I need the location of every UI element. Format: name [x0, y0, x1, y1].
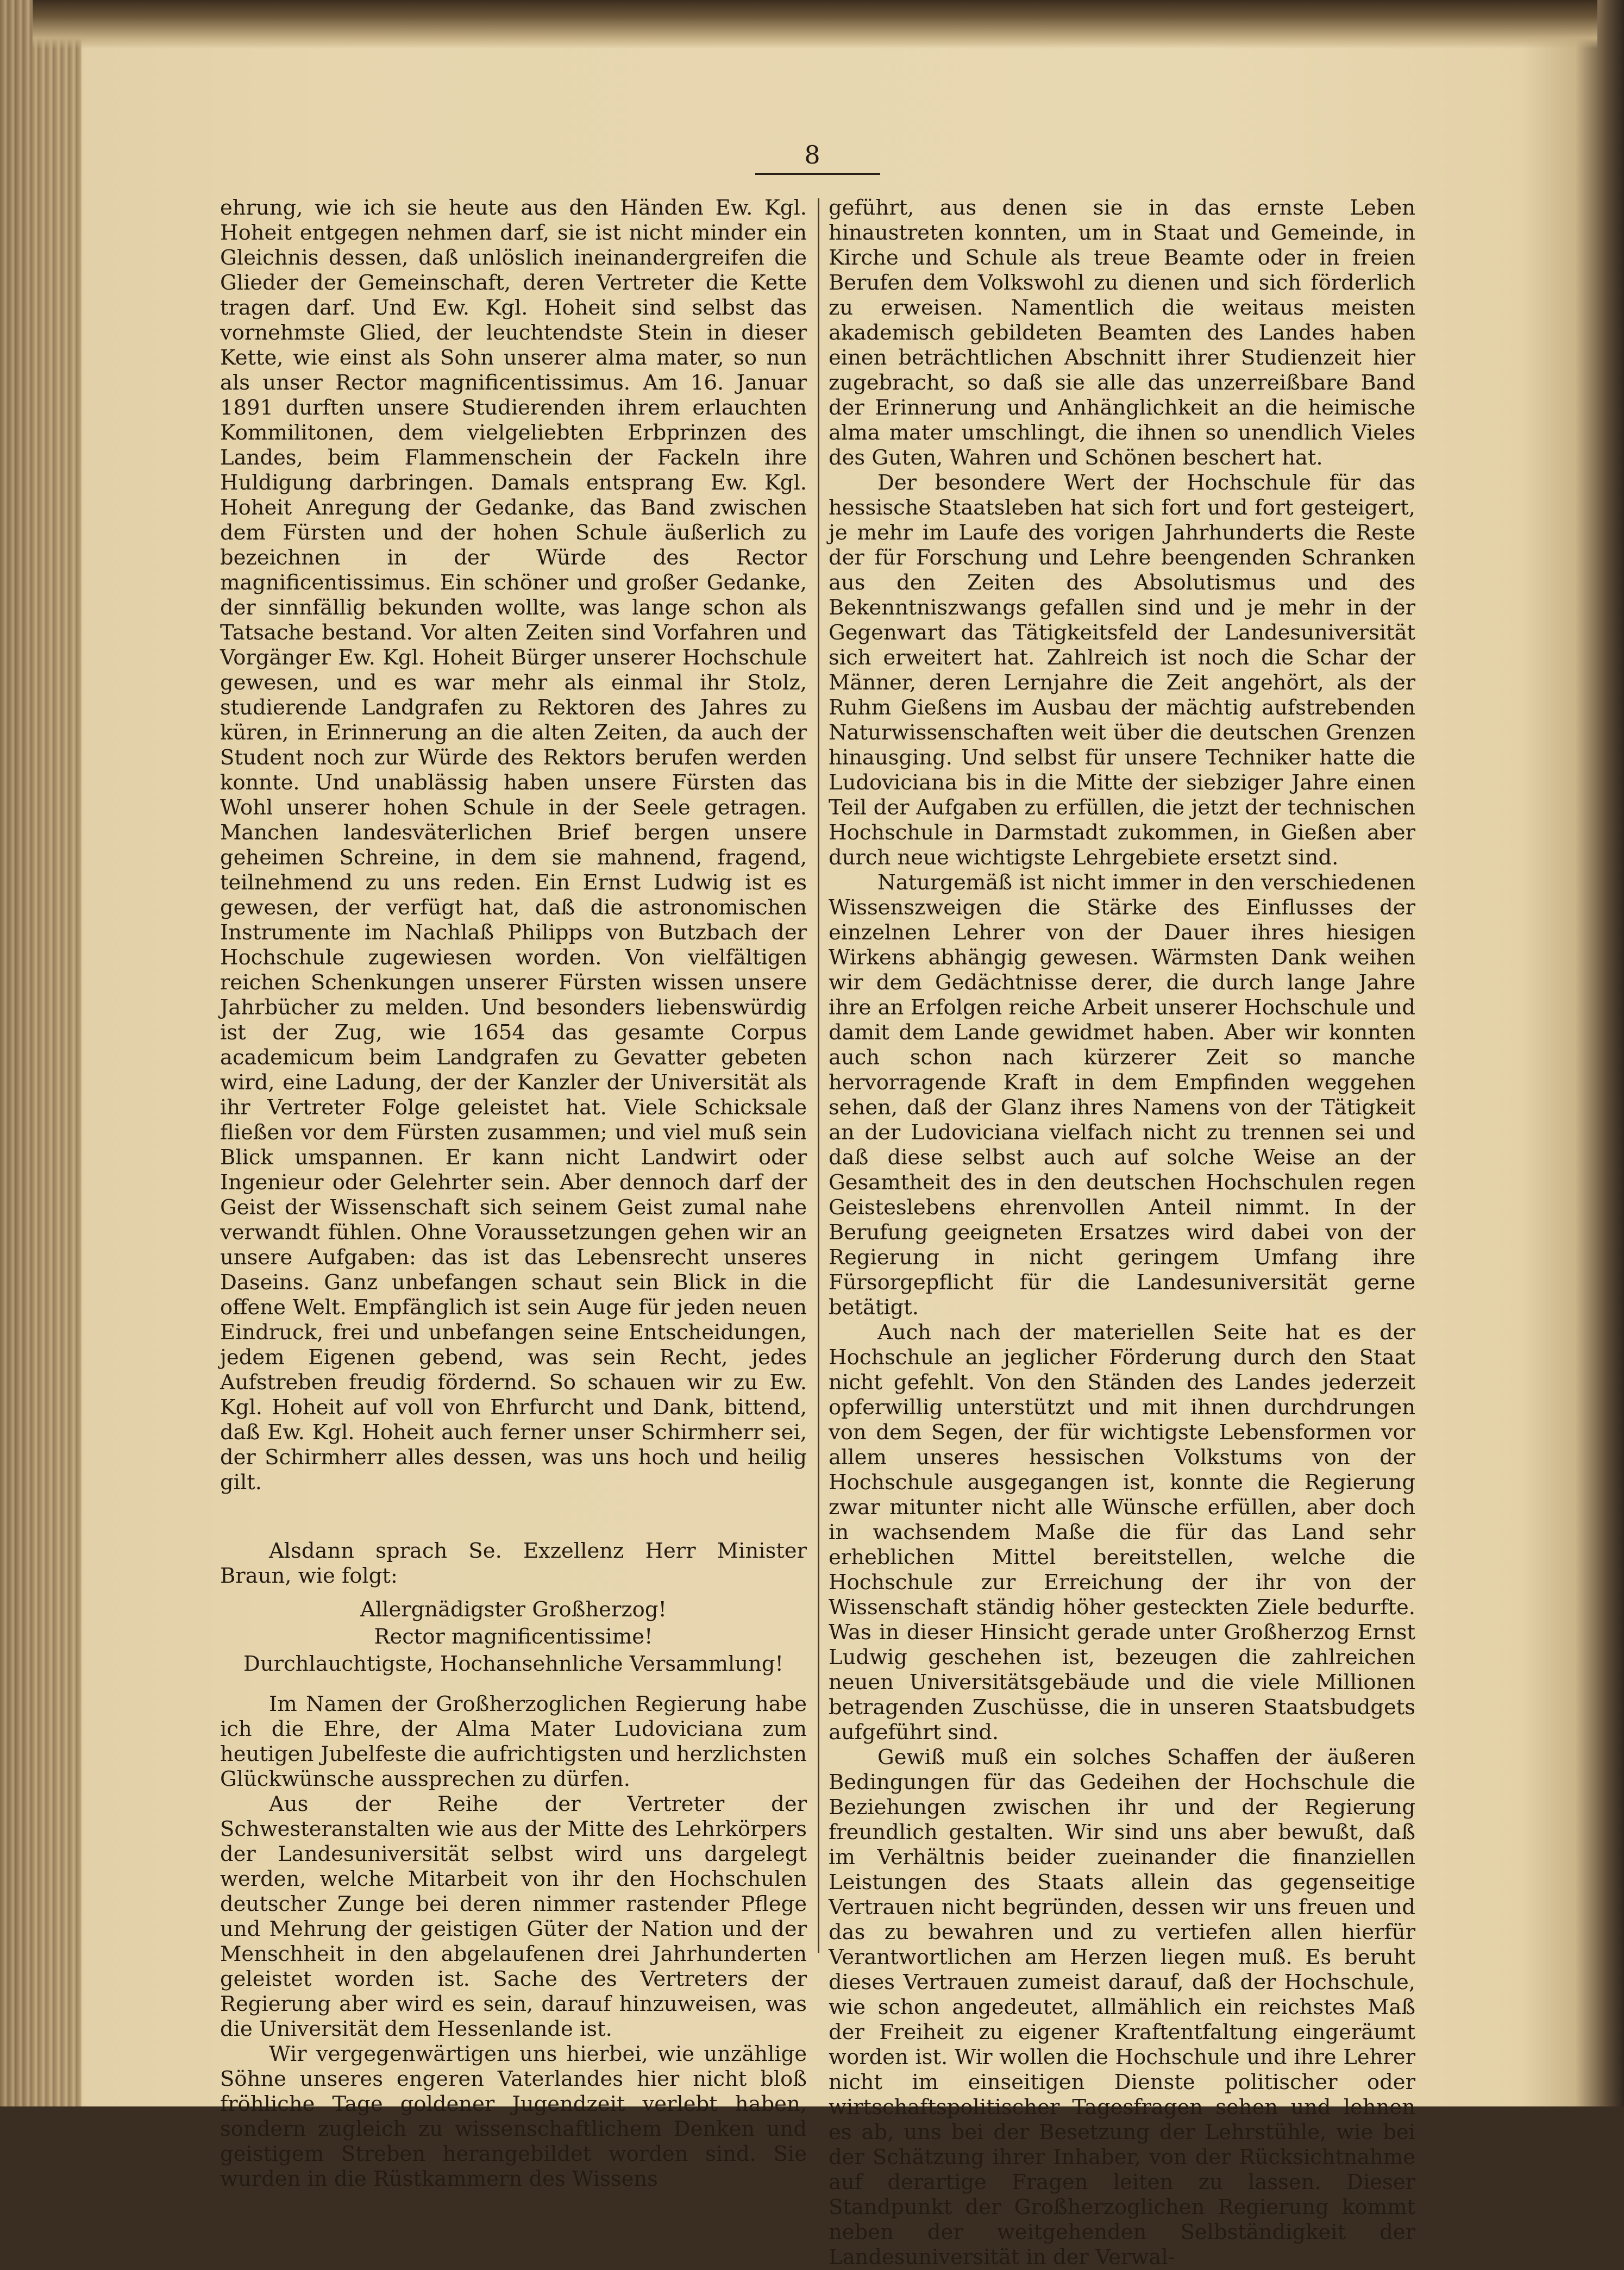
- paragraph: Naturgemäß ist nicht immer in den verschiedenen Wissenszweigen die Stärke des Einflusses der einzelnen Lehrer von der Dauer ihres hiesigen Wirkens abhängig gewesen. Wärmsten Dank weihen wir dem Gedächtnisse derer, die durch lange Jahre ihre an Erfolgen reiche Arbeit unserer Hochschule und damit dem Lande gewidmet haben. Aber wir konnten auch schon nach kürzerer Zeit so manche hervorragende Kraft in dem Empfinden weggehen sehen, daß der Glanz ihres Namens von der Tätigkeit an der Ludoviciana vielfach nicht zu trennen sei und daß diese selbst auch auf solche Weise an der Gesamtheit des in den deutschen Hochschulen regen Geisteslebens ehrenvollen Anteil nimmt. In der Berufung geeigneten Ersatzes wird dabei von der Regierung in nicht geringem Umfang ihre Fürsorgepflicht für die Landesuniversität gerne betätigt.: [829, 870, 1415, 1320]
- salutation-line: Rector magnificentissime!: [374, 1625, 653, 1649]
- salutation-line: Durchlauchtigste, Hochansehnliche Versammlung!: [243, 1652, 783, 1676]
- paragraph: Gewiß muß ein solches Schaffen der äußeren Bedingungen für das Gedeihen der Hochschule die Beziehungen zwischen ihr und der Regierung freundlich gestalten. Wir sind uns aber bewußt, daß im Verhältnis beider zueinander die finanziellen Leistungen des Staats allein das gegenseitige Vertrauen nicht begründen, dessen wir uns freuen und das zu bewahren und zu vertiefen allen hierfür Verantwortlichen am Herzen liegen muß. Es beruht dieses Vertrauen zumeist darauf, daß der Hochschule, wie schon angedeutet, allmählich ein reichstes Maß der Freiheit zu eigener Kraftentfaltung eingeräumt worden ist. Wir wollen die Hochschule und ihre Lehrer nicht im einseitigen Dienste politischer oder wirtschaftspolitischer Tagesfragen sehen und lehnen es ab, uns bei der Besetzung der Lehrstühle, wie bei der Schätzung ihrer Inhaber, von der Rücksichtnahme auf derartige Fragen leiten zu lassen. Dieser Standpunkt der Großherzoglichen Regierung kommt neben der weitgehenden Selbständigkeit der Landesuniversität in der Verwal-: [829, 1745, 1415, 2269]
- section-gap: [220, 1495, 807, 1539]
- paragraph: Aus der Reihe der Vertreter der Schwesteranstalten wie aus der Mitte des Lehrkörpers der Landesuniversität selbst wird uns dargelegt werden, welche Mitarbeit von ihr den Hochschulen deutscher Zunge bei deren nimmer rastender Pflege und Mehrung der geistigen Güter der Nation und der Menschheit in den abgelaufenen drei Jahrhunderten geleistet worden ist. Sache des Vertreters der Regierung aber wird es sein, darauf hinzuweisen, was die Universität dem Hessenlande ist.: [220, 1792, 807, 2041]
- paragraph: geführt, aus denen sie in das ernste Leben hinaustreten konnten, um in Staat und Gemeinde, in Kirche und Schule als treue Beamte oder in freien Berufen dem Volkswohl zu dienen und sich förderlich zu erweisen. Namentlich die weitaus meisten akademisch gebildeten Beamten des Landes haben einen beträchtlichen Abschnitt ihrer Studienzeit hier zugebracht, so daß sie alle das unzerreißbare Band der Erinnerung und Anhänglichkeit an die heimische alma mater umschlingt, die ihnen so unendlich Vieles des Guten, Wahren und Schönen beschert hat.: [829, 196, 1415, 470]
- left-column: [220, 196, 807, 2192]
- paragraph: ehrung, wie ich sie heute aus den Händen Ew. Kgl. Hoheit entgegen nehmen darf, sie ist nicht minder ein Gleichnis dessen, daß unlöslich ineinandergreifen die Glieder der Gemeinschaft, deren Vertreter die Kette tragen darf. Und Ew. Kgl. Hoheit sind selbst das vornehmste Glied, der leuchtendste Stein in dieser Kette, wie einst als Sohn unserer alma mater, so nun als unser Rector magnificentissimus. Am 16. Januar 1891 durften unsere Studierenden ihrem erlauchten Kommilitonen, dem vielgeliebten Erbprinzen des Landes, beim Flammenschein der Fackeln ihre Huldigung darbringen. Damals entsprang Ew. Kgl. Hoheit Anregung der Gedanke, das Band zwischen dem Fürsten und der hohen Schule äußerlich zu bezeichnen in der Würde des Rector magnificentissimus. Ein schöner und großer Gedanke, der sinnfällig bekunden wollte, was lange schon als Tatsache bestand. Vor alten Zeiten sind Vorfahren und Vorgänger Ew. Kgl. Hoheit Bürger unserer Hochschule gewesen, und es war mehr als einmal ihr Stolz, studierende Landgrafen zu Rektoren des Jahres zu küren, in Erinnerung an die alten Zeiten, da auch der Student noch zur Würde des Rektors berufen werden konnte. Und unablässig haben unsere Fürsten das Wohl unserer hohen Schule in der Seele getragen. Manchen landesväterlichen Brief bergen unsere geheimen Schreine, in dem sie mahnend, fragend, teilnehmend zu uns reden. Ein Ernst Ludwig ist es gewesen, der verfügt hat, daß die astronomischen Instrumente im Nachlaß Philipps von Butzbach der Hochschule zugewiesen worden. Von vielfältigen reichen Schenkungen unserer Fürsten wissen unsere Jahrbücher zu melden. Und besonders liebenswürdig ist der Zug, wie 1654 das gesamte Corpus academicum beim Landgrafen zu Gevatter gebeten wird, eine Ladung, der der Kanzler der Universität als ihr Vertreter Folge geleistet hat. Viele Schicksale fließen vor dem Fürsten zusammen; und viel muß sein Blick umspannen. Er kann nicht Landwirt oder Ingenieur oder Gelehrter sein. Aber dennoch darf der Geist der Wissenschaft sich seinem Geist zumal nahe verwandt fühlen. Ohne Voraussetzungen gehen wir an unsere Aufgaben: das ist das Lebensrecht unseres Daseins. Ganz unbefangen schaut sein Blick in die offene Welt. Empfänglich ist sein Auge für jeden neuen Eindruck, frei und unbefangen seine Entscheidungen, jedem Eigenen gebend, was sein Recht, jedes Aufstreben freudig fördernd. So schauen wir zu Ew. Kgl. Hoheit auf voll von Ehrfurcht und Dank, bittend, daß Ew. Kgl. Hoheit auch ferner unser Schirmherr sei, der Schirmherr alles dessen, was uns hoch und heilig gilt.: [220, 196, 807, 1495]
- paragraph: Der besondere Wert der Hochschule für das hessische Staatsleben hat sich fort und fort gesteigert, je mehr im Laufe des vorigen Jahrhunderts die Reste der für Forschung und Lehre beengenden Schranken aus den Zeiten des Absolutismus und des Bekenntniszwangs gefallen sind und je mehr in der Gegenwart das Tätigkeitsfeld der Landesuniversität sich erweitert hat. Zahlreich ist noch die Schar der Männer, deren Lernjahre die Zeit angehört, als der Ruhm Gießens im Ausbau der mächtig aufstrebenden Naturwissenschaften weit über die deutschen Grenzen hinausging. Und selbst für unsere Techniker hatte die Ludoviciana bis in die Mitte der siebziger Jahre einen Teil der Aufgaben zu erfüllen, die jetzt der technischen Hochschule in Darmstadt zukommen, in Gießen aber durch neue wichtigste Lehrgebiete ersetzt sind.: [829, 471, 1415, 870]
- page-number: 8: [804, 140, 820, 170]
- right-column: [829, 196, 1415, 2270]
- paragraph: Auch nach der materiellen Seite hat es der Hochschule an jeglicher Förderung durch den Staat nicht gefehlt. Von den Ständen des Landes jederzeit opferwillig unterstützt und mit ihnen durchdrungen von dem Segen, der für wichtigste Lebensformen vor allem unseres hessischen Volkstums von der Hochschule ausgegangen ist, konnte die Regierung zwar mitunter nicht alle Wünsche erfüllen, aber doch in wachsendem Maße die für das Land sehr erheblichen Mittel bereitstellen, welche die Hochschule zur Erreichung der ihr von der Wissenschaft ständig höher gesteckten Ziele bedurfte. Was in dieser Hinsicht gerade unter Großherzog Ernst Ludwig geschehen ist, bezeugen die zahlreichen neuen Universitätsgebäude und die viele Millionen betragenden Zuschüsse, die in unseren Staatsbudgets aufgeführt sind.: [829, 1320, 1415, 1745]
- paragraph: Im Namen der Großherzoglichen Regierung habe ich die Ehre, der Alma Mater Ludoviciana zum heutigen Jubelfeste die aufrichtigsten und herzlichsten Glückwünsche aussprechen zu dürfen.: [220, 1692, 807, 1791]
- salutation: [220, 1596, 807, 1678]
- paragraph: Wir vergegenwärtigen uns hierbei, wie unzählige Söhne unseres engeren Vaterlandes hier nicht bloß fröhliche Tage goldener Jugendzeit verlebt haben, sondern zugleich zu wissenschaftlichem Denken und geistigem Streben herangebildet worden sind. Sie wurden in die Rüstkammern des Wissens: [220, 2042, 807, 2191]
- page-edges: [0, 0, 81, 2106]
- salutation-line: Allergnädigster Großherzog!: [360, 1597, 667, 1622]
- top-shadow: [33, 0, 1597, 49]
- column-divider: [818, 198, 819, 1953]
- header-rule: [755, 173, 880, 175]
- speaker-intro: Alsdann sprach Se. Exzellenz Herr Minister Braun, wie folgt:: [220, 1539, 807, 1588]
